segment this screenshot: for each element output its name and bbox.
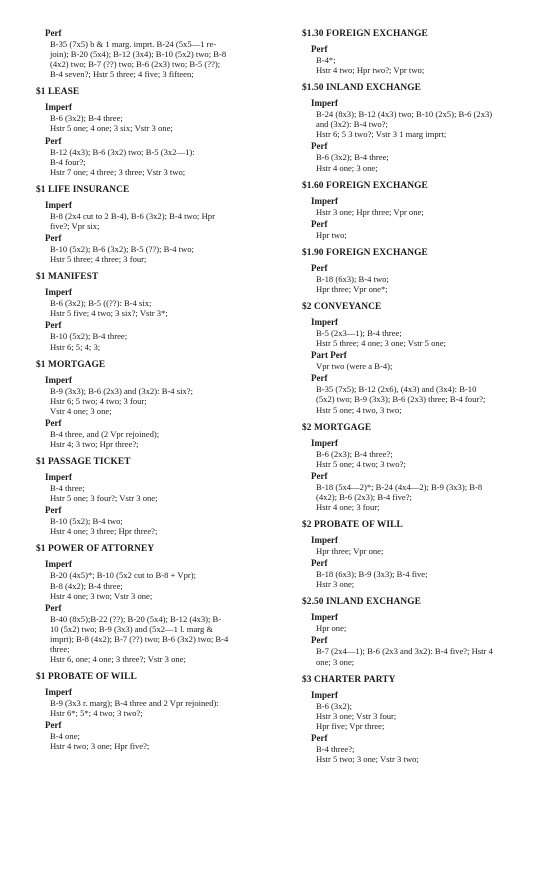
variety-group-imperf [45,472,272,503]
section-heading: $1 PASSAGE TICKET [36,457,131,468]
variety-label: Perf [311,732,328,743]
variety-label: Imperf [311,437,338,448]
variety-group-perf [45,505,272,536]
section-heading: $2 CONVEYANCE [302,302,382,313]
listing-line: B-35 (7x5); B-12 (2x6), (4x3) and (3x4): B-10 [316,384,477,395]
variety-label: Perf [311,373,328,384]
listing-line: B-4 four?; [50,156,86,167]
variety-label: Imperf [311,535,338,546]
listing-line: Hstr 5 two; 3 one; Vstr 3 two; [316,754,419,764]
variety-group-imperf [45,287,272,318]
listing-line: B-12 (4x3); B-6 (3x2) two; B-5 (3x2—1): [50,146,195,157]
variety-label: Perf [311,470,328,481]
variety-group-imperf [45,559,272,600]
listing-line: B-6 (3x2); B-4 three; [316,152,389,163]
listing-line: B-7 (2x4—1); B-6 (2x3 and 3x2): B-4 five?; Hstr 4 [316,646,493,657]
listing-line: Hstr 3 one; Vstr 3 four; [316,710,397,721]
variety-label: Perf [311,141,328,152]
variety-group-perf [311,44,542,75]
variety-label: Perf [311,262,328,273]
variety-label: Perf [45,505,62,516]
listing-line: B-6 (3x2); B-5 ((??): B-4 six; [50,298,152,309]
variety-group-perf [45,233,272,264]
section-heading: $1.30 FOREIGN EXCHANGE [302,29,428,39]
section-1-mortgage [36,359,272,449]
listing-line: B-8 (2x4 cut to 2 B-4), B-6 (3x2); B-4 two; Hpr [50,210,215,221]
listing-line: Vstr 4 one; 3 one; [50,405,112,416]
listing-line: Hstr 6, one; 4 one; 3 three?; Vstr 3 one; [50,654,186,665]
section-1-50-inland-exchange [302,82,542,172]
listing-line: Hstr 5 five; 4 two; 3 six?; Vstr 3*; [50,308,168,319]
listing-line: (4x2); B-6 (2x3); B-4 five?; [316,491,412,502]
section-3-charter-party [302,674,542,764]
section-1-60-foreign-exchange [302,180,542,240]
listing-line: Hstr 4 one; 3 four; [316,501,380,512]
variety-label: Perf [311,558,328,569]
listing-line: B-4 seven?; Hstr 5 three; 4 five; 3 fifteen; [50,69,194,80]
variety-group-perf [311,471,542,512]
listing-line: B-4*; [316,55,336,65]
section-1-30-foreign-exchange [302,28,542,75]
variety-label: Imperf [45,559,72,570]
variety-label: Perf [45,135,62,146]
listing-line: Hstr 5 three; 4 three; 3 four; [50,254,147,265]
listing-line: Hpr three; Vpr one; [316,546,384,557]
variety-label: Imperf [311,689,338,700]
variety-label: Perf [45,602,62,613]
listing-line: three; [50,644,70,654]
listing-line: B-24 (8x3); B-12 (4x3) two; B-10 (2x5); B-6 (2x3) [316,109,493,120]
variety-label: Perf [45,720,62,731]
listing-line: join); B-20 (5x4); B-12 (3x4); B-10 (5x2) two; B-8 [50,49,227,60]
section-1-probate-of-will [36,671,272,751]
section-1-power-of-attorney [36,543,272,664]
listing-line: Hpr two; [316,229,347,240]
variety-label: Imperf [45,102,72,113]
variety-group-imperf [311,690,542,731]
variety-label: Part Perf [311,350,347,361]
section-2-mortgage [302,422,542,512]
variety-label: Imperf [311,98,338,109]
listing-line: Hstr 4; 3 two; Hpr three?; [50,438,139,449]
variety-group-imperf [311,196,542,217]
section-1-lease [36,86,272,176]
left-column [36,28,272,754]
variety-group-imperf [311,535,542,556]
section-heading: $2.50 INLAND EXCHANGE [302,597,422,608]
section-1-manifest [36,271,272,351]
variety-label: Perf [311,44,328,54]
section-1-passage-ticket [36,456,272,536]
variety-group-perf [311,373,542,414]
listing-line: B-20 (4x5)*; B-10 (5x2 cut to B-8 + Vpr); [50,570,196,581]
listing-line: B-9 (3x3 r. marg); B-4 three and 2 Vpr rejoined): [50,698,219,709]
listing-line: Hstr 4 one; 3 one; [316,162,378,173]
listing-line: Hpr one; [316,623,347,634]
listing-line: Hstr 5 one; 3 four?; Vstr 3 one; [50,493,158,504]
variety-group-imperf [311,98,542,139]
variety-label: Imperf [45,687,72,698]
listing-line: B-35 (7x5) b & 1 marg. imprt. B-24 (5x5—1 re- [50,39,217,49]
section-2-probate-of-will [302,519,542,589]
listing-line: B-4 one; [50,731,80,742]
listing-line: B-10 (5x2); B-6 (3x2); B-5 (??); B-4 two; [50,244,194,255]
section-heading: $1.90 FOREIGN EXCHANGE [302,247,428,258]
variety-group-perf [45,28,272,79]
listing-line: B-9 (3x3); B-6 (2x3) and (3x2): B-4 six?; [50,385,193,396]
listing-line: Hstr 7 one; 4 three; 3 three; Vstr 3 two; [50,166,186,177]
listing-line: Hstr 3 one; Hpr three; Vpr one; [316,206,424,217]
listing-line: (5x2) two; B-9 (3x3); B-6 (2x3) three; B-4 four?; [316,394,486,405]
listing-line: B-8 (4x2); B-4 three; [50,580,123,591]
listing-line: Hstr 5 three; 4 one; 3 one; Vstr 5 one; [316,338,446,349]
variety-group-imperf [311,438,542,469]
listing-line: Hstr 6; 5; 4; 3; [50,341,101,352]
listing-line: B-40 (8x5);B-22 (??); B-20 (5x4); B-12 (4x3); B- [50,613,222,624]
variety-label: Imperf [45,287,72,298]
section-untitled [36,28,272,79]
variety-group-perf [311,733,542,764]
listing-line: B-5 (2x3—1); B-4 three; [316,328,402,339]
section-heading: $1 MANIFEST [36,272,99,283]
variety-group-imperf [311,317,542,348]
variety-label: Perf [311,635,328,646]
right-column [302,28,542,766]
listing-line: Hstr 3 one; [316,579,355,590]
listing-line: five?; Vpr six; [50,220,100,231]
listing-line: Hstr 6; 5 3 two?; Vstr 3 1 marg imprt; [316,129,447,140]
variety-group-perf [311,635,542,666]
listing-line: imprt); B-8 (4x2); B-7 (??) two; B-6 (3x2) two; B-4 [50,633,229,644]
listing-line: B-4 three, and (2 Vpr rejoined); [50,428,160,439]
listing-line: Hstr 6*; 5*; 4 two; 3 two?; [50,708,143,719]
variety-label: Imperf [311,195,338,206]
section-2-50-inland-exchange [302,596,542,666]
section-heading: $1.60 FOREIGN EXCHANGE [302,180,428,191]
variety-group-perf [311,263,542,294]
variety-group-perf [45,418,272,449]
listing-line: Hstr 4 two; 3 one; Hpr five?; [50,741,150,752]
listing-line: B-6 (3x2); [316,700,353,711]
listing-line: Hpr five; Vpr three; [316,720,385,731]
listing-line: Hstr 6; 5 two; 4 two; 3 four; [50,395,147,406]
listing-line: one; 3 one; [316,656,355,667]
section-heading: $2 MORTGAGE [302,422,372,433]
section-2-conveyance [302,301,542,415]
listing-line: B-18 (6x3); B-4 two; [316,273,389,284]
variety-group-part-perf [311,350,542,371]
variety-group-imperf [45,102,272,133]
listing-line: Hstr 5 one; 4 one; 3 six; Vstr 3 one; [50,123,173,134]
variety-label: Perf [45,233,62,244]
variety-group-imperf [311,612,542,633]
section-1-life-insurance [36,184,272,264]
variety-label: Imperf [311,317,338,328]
listing-line: B-4 three?; [316,743,355,754]
section-heading: $1 PROBATE OF WILL [36,672,137,683]
variety-label: Perf [45,417,62,428]
variety-group-imperf [45,375,272,416]
listing-line: B-18 (5x4—2)*; B-24 (4x4—2); B-9 (3x3); B-8 [316,481,483,492]
variety-group-perf [311,141,542,172]
section-heading: $1 POWER OF ATTORNEY [36,544,155,555]
variety-group-imperf [45,687,272,718]
variety-label: Perf [311,218,328,229]
listing-line: Hstr 5 one; 4 two, 3 two; [316,404,402,415]
listing-line: Hstr 4 one; 3 two; Vstr 3 one; [50,590,153,601]
variety-label: Imperf [45,199,72,210]
section-heading: $3 CHARTER PARTY [302,674,396,685]
section-1-90-foreign-exchange [302,247,542,294]
listing-line: and (3x2): B-4 two?; [316,119,388,130]
listing-line: 10 (5x2) two; B-9 (3x3) and (5x2—1 l. marg & [50,623,214,634]
variety-label: Imperf [45,472,72,483]
variety-group-perf [45,603,272,664]
variety-group-perf [311,219,542,240]
listing-line: Hpr three; Vpr one*; [316,283,388,294]
listing-line: B-4 three; [50,483,85,494]
listing-line: (4x2) two; B-7 (??) two; B-6 (2x3) two; B-5 (??); [50,59,221,70]
section-heading: $1 LEASE [36,87,80,98]
listing-line: Hstr 5 one; 4 two; 3 two?; [316,458,406,469]
listing-line: B-6 (3x2); B-4 three; [50,113,123,124]
section-heading: $2 PROBATE OF WILL [302,520,403,531]
listing-line: Vpr two (were a B-4); [316,361,393,372]
listing-line: B-18 (6x3); B-9 (3x3); B-4 five; [316,569,428,580]
section-heading: $1.50 INLAND EXCHANGE [302,83,422,94]
variety-label: Imperf [311,612,338,623]
section-heading: $1 LIFE INSURANCE [36,184,130,195]
variety-group-imperf [45,200,272,231]
listing-line: Hstr 4 one; 3 three; Hpr three?; [50,526,158,537]
variety-group-perf [45,136,272,177]
section-heading: $1 MORTGAGE [36,359,106,370]
variety-label: Perf [45,320,62,331]
variety-group-perf [45,720,272,751]
listing-line: B-6 (2x3); B-4 three?; [316,448,393,459]
listing-line: B-10 (5x2); B-4 two; [50,516,123,527]
variety-label: Perf [45,28,62,38]
variety-group-perf [45,320,272,351]
listing-line: Hstr 4 two; Hpr two?; Vpr two; [316,65,425,76]
variety-group-perf [311,558,542,589]
variety-label: Imperf [45,374,72,385]
listing-line: B-10 (5x2); B-4 three; [50,331,128,342]
